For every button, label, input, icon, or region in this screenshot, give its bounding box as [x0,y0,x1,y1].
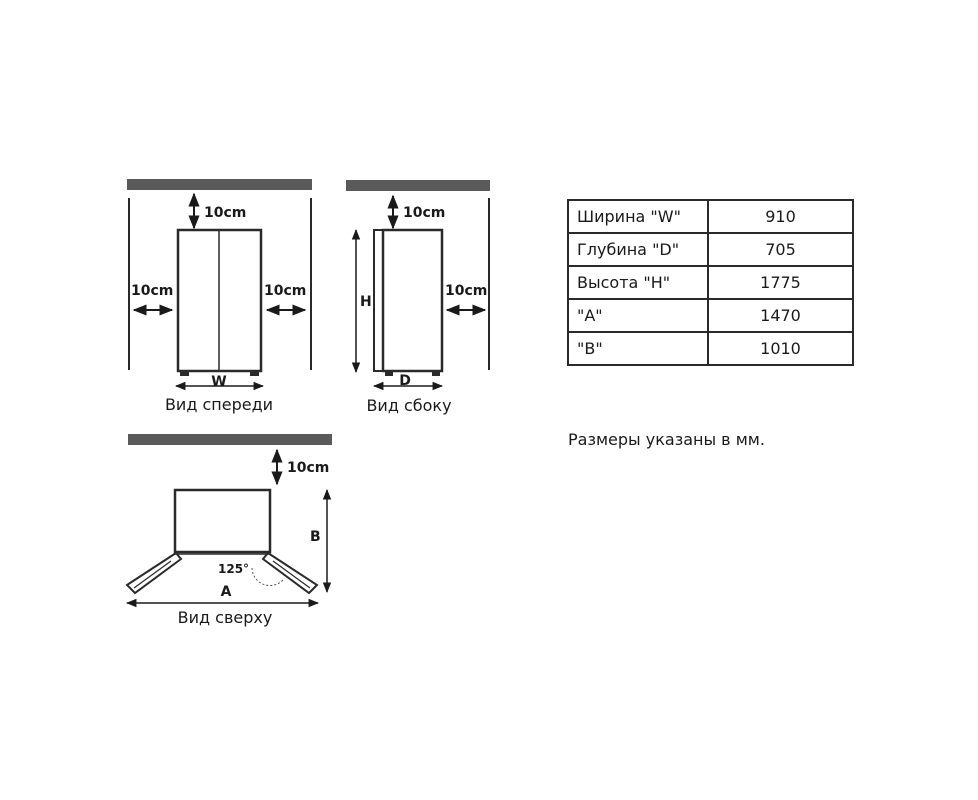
top-b-label: B [310,529,321,545]
row-label: Ширина "W" [568,200,708,233]
front-top-gap-label: 10cm [204,205,247,221]
front-left-gap-label: 10cm [131,283,174,299]
row-label: Глубина "D" [568,233,708,266]
table-row [568,332,853,365]
dimensions-table [567,199,854,366]
top-fridge-body [175,490,270,552]
side-caption: Вид сбоку [366,396,452,415]
top-view [127,434,332,627]
front-foot-left [180,371,189,376]
row-label: "B" [568,332,708,365]
table-row [568,233,853,266]
front-view [127,179,312,414]
side-fridge-body [383,230,442,371]
table-row [568,200,853,233]
row-value: 1775 [708,266,853,299]
front-foot-right [250,371,259,376]
side-foot-back [432,371,440,376]
top-left-door-open [127,553,181,593]
row-value: 1470 [708,299,853,332]
row-value: 1010 [708,332,853,365]
row-label: "A" [568,299,708,332]
side-height-label: H [360,294,372,310]
top-caption: Вид сверху [177,608,273,627]
row-label: Высота "H" [568,266,708,299]
top-a-label: A [220,584,232,600]
side-foot-front [385,371,393,376]
front-caption: Вид спереди [164,395,274,414]
front-ceiling-bar [127,179,312,190]
table-row [568,266,853,299]
row-value: 910 [708,200,853,233]
top-wall-bar [128,434,332,445]
front-right-gap-label: 10cm [264,283,307,299]
side-door-edge [374,230,383,371]
top-right-door-open [263,553,317,593]
side-top-gap-label: 10cm [403,205,446,221]
units-note: Размеры указаны в мм. [568,430,765,449]
side-view [346,180,490,415]
side-depth-label: D [399,373,411,389]
row-value: 705 [708,233,853,266]
side-right-gap-label: 10cm [445,283,488,299]
front-width-label: W [211,374,227,390]
top-gap-label: 10cm [287,460,330,476]
side-ceiling-bar [346,180,490,191]
table-row [568,299,853,332]
top-angle-label: 125° [218,562,250,576]
